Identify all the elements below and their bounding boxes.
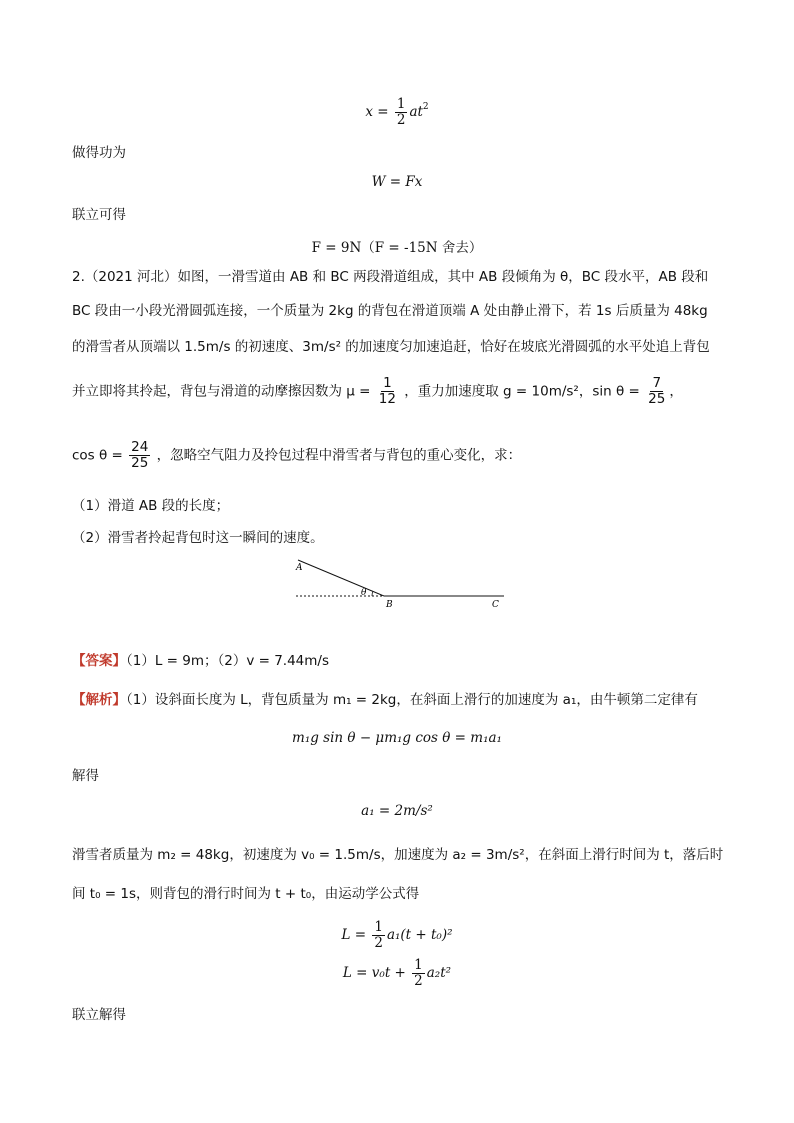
question-line-2: BC 段由一小段光滑圆弧连接，一个质量为 2kg 的背包在滑道顶端 A 处由静止滑下，若 1s 后质量为 48kg [72, 303, 708, 319]
slope-diagram [280, 555, 520, 615]
frac-num: 1 [396, 96, 406, 112]
equation-force: F = 9N（F = -15N 舍去） [311, 240, 483, 256]
equation-work: W = Fx [371, 174, 423, 190]
equation-l1 [0, 920, 794, 951]
q4-text-a: 并立即将其拎起，背包与滑道的动摩擦因数为 μ = [72, 383, 371, 400]
equation-a1: a₁ = 2m/s² [361, 803, 433, 819]
l1-num: 1 [374, 919, 383, 935]
answer-text: （1）L = 9m；（2）v = 7.44m/s [126, 653, 330, 669]
text-lianli-2: 联立解得 [72, 1007, 126, 1023]
fraction-cos [129, 440, 150, 471]
skier-line-2: 间 t₀ = 1s，则背包的滑行时间为 t + t₀，由运动学公式得 [72, 886, 420, 902]
label-theta: θ [361, 588, 367, 598]
text-work: 做得功为 [72, 145, 126, 161]
eq-x-lhs: x = [365, 104, 389, 120]
analysis-label: 【解析】 [72, 692, 126, 708]
l1-rhs: a₁(t + t₀)² [386, 927, 453, 943]
fraction-sin [646, 376, 667, 407]
l1-den: 2 [374, 935, 383, 951]
l2-lhs: L = v₀t + [342, 965, 406, 981]
q4-text-c: ， [669, 383, 683, 400]
angle-arc [372, 591, 373, 596]
text-lianli-1: 联立可得 [72, 207, 126, 223]
question-line-5 [72, 440, 722, 471]
equation-x [0, 97, 794, 128]
l2-rhs: a₂t² [426, 965, 452, 981]
skier-line-1: 滑雪者质量为 m₂ = 48kg，初速度为 v₀ = 1.5m/s，加速度为 a₂ = 3m/s²，在斜面上滑行时间为 t，落后时 [72, 847, 724, 863]
q5-text-b: ，忽略空气阻力及拎包过程中滑雪者与背包的重心变化，求： [156, 447, 522, 464]
sin-num: 7 [652, 375, 662, 391]
eq-x-exp: 2 [422, 102, 429, 112]
sub-question-1: （1）滑道 AB 段的长度； [72, 498, 230, 514]
cos-num: 24 [131, 439, 149, 455]
answer-line [72, 651, 722, 671]
fraction-l1 [372, 920, 385, 951]
cos-den: 25 [131, 455, 149, 471]
label-a: A [296, 563, 303, 573]
slope-line-ab [298, 560, 384, 596]
label-c: C [492, 600, 499, 610]
label-b: B [386, 600, 393, 610]
analysis-line [72, 690, 722, 710]
sub-question-2: （2）滑雪者拎起背包时这一瞬间的速度。 [72, 530, 324, 546]
mu-den: 12 [378, 391, 396, 407]
question-line-3: 的滑雪者从顶端以 1.5m/s 的初速度、3m/s² 的加速度匀加速追赶，恰好在坡底光滑圆弧的水平处追上背包 [72, 339, 710, 355]
sin-den: 25 [648, 391, 666, 407]
l2-num: 1 [414, 957, 423, 973]
fraction-l2 [412, 958, 425, 989]
text-jiede: 解得 [72, 768, 99, 784]
equation-newton: m₁g sin θ − μm₁g cos θ = m₁a₁ [292, 730, 502, 746]
fraction-half [395, 97, 408, 128]
question-line-4 [72, 376, 722, 407]
eq-x-rhs: at [409, 104, 423, 120]
equation-l2 [0, 958, 794, 989]
fraction-mu [377, 376, 398, 407]
l1-lhs: L = [341, 927, 367, 943]
frac-den: 2 [396, 112, 406, 128]
answer-label: 【答案】 [72, 653, 126, 669]
question-line-1: 2.（2021 河北）如图，一滑雪道由 AB 和 BC 两段滑道组成，其中 AB 段倾角为 θ，BC 段水平，AB 段和 [72, 269, 709, 285]
l2-den: 2 [414, 973, 423, 989]
q4-text-b: ，重力加速度取 g = 10m/s²，sin θ = [404, 383, 640, 400]
analysis-text: （1）设斜面长度为 L，背包质量为 m₁ = 2kg，在斜面上滑行的加速度为 a₁，由牛顿第二定律有 [126, 692, 698, 708]
q5-text-a: cos θ = [72, 447, 123, 464]
mu-num: 1 [383, 375, 392, 391]
